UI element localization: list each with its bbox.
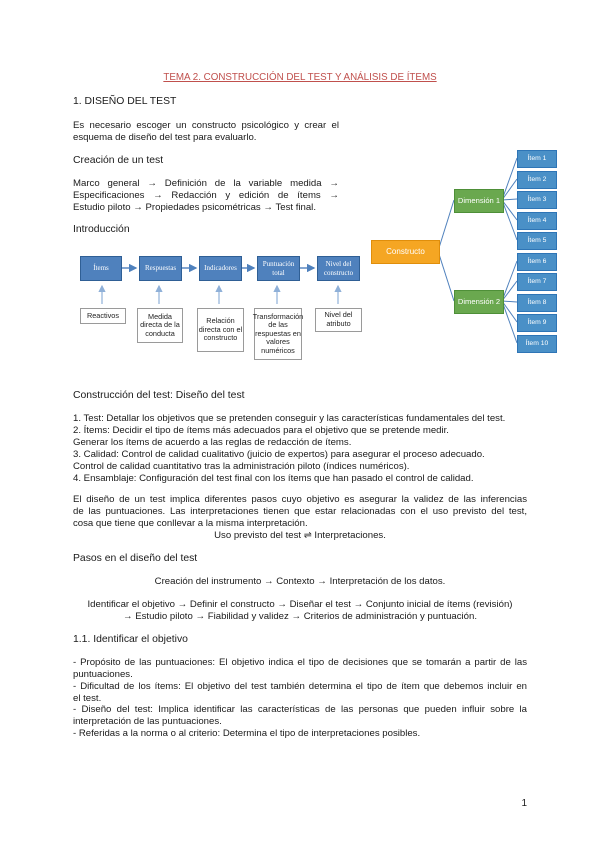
page-title: TEMA 2. CONSTRUCCIÓN DEL TEST Y ANÁLISIS DE ÍTEMS [163,72,437,83]
section-heading-diseno: 1. DISEÑO DEL TEST [73,96,177,107]
item-box-5: Ítem 5 [517,232,557,250]
construccion-line-4: 3. Calidad: Control de calidad cualitativo (juicio de expertos) para asegurar el proceso adecuado. [73,449,485,460]
flow-step-indicadores: Indicadores [199,256,242,281]
flow-step-puntuacion-total: Puntuación total [257,256,300,281]
objetivo-line-6: interpretación de las puntuaciones. [73,716,222,727]
page-number: 1 [521,798,527,809]
dimension-2-box: Dimensión 2 [454,290,504,314]
flow-note-reactivos: Reactivos [80,308,126,324]
construccion-line-6: 4. Ensamblaje: Configuración del test final con los ítems que han pasado el control de calidad. [73,473,474,484]
flow-step-nivel-constructo: Nivel del constructo [317,256,360,281]
objetivo-line-5: - Diseño del test: Implica identificar las características de las personas que pueden influir sobre la [73,704,527,715]
item-box-1: Ítem 1 [517,150,557,168]
uso-interpretaciones-formula: Uso previsto del test ⇌ Interpretaciones. [214,530,386,541]
flow-note-nivel-atributo: Nivel del atributo [315,308,362,332]
item-box-8: Ítem 8 [517,294,557,312]
construccion-paragraph-line-3: cosa que tiene que conllevar a la misma interpretación. [73,518,308,529]
objetivo-line-2: puntuaciones. [73,669,133,680]
construccion-heading: Construcción del test: Diseño del test [73,390,245,401]
intro-line-2: esquema de diseño del test para evaluarlo. [73,132,257,143]
item-box-4: Ítem 4 [517,212,557,230]
item-box-2: Ítem 2 [517,171,557,189]
intro-line-1: Es necesario escoger un constructo psicológico y crear el [73,120,339,131]
item-box-10: Ítem 10 [517,335,557,353]
flow-step-items: Ítems [80,256,122,281]
item-box-7: Ítem 7 [517,273,557,291]
objetivo-line-7: - Referidas a la norma o al criterio: Determina el tipo de interpretaciones posibles. [73,728,421,739]
flow-note-medida-directa: Medida directa de la conducta [137,308,183,343]
objetivo-line-4: el test. [73,693,102,704]
creacion-heading: Creación de un test [73,155,164,166]
construccion-line-1: 1. Test: Detallar los objetivos que se pretenden conseguir y las características fundamentales del test. [73,413,506,424]
construccion-line-2: 2. Ítems: Decidir el tipo de ítems más adecuados para el objetivo que se pretende medir. [73,425,449,436]
construccion-line-3: Generar los ítems de acuerdo a las reglas de redacción de ítems. [73,437,352,448]
dimension-1-box: Dimensión 1 [454,189,504,213]
creacion-line-1: Marco general → Definición de la variable medida → [73,178,339,189]
objetivo-heading: 1.1. Identificar el objetivo [73,634,188,645]
creacion-line-2: Especificaciones → Redacción y edición de ítems → [73,190,339,201]
introduccion-heading: Introducción [73,224,130,235]
item-box-9: Ítem 9 [517,314,557,332]
flow-step-respuestas: Respuestas [139,256,182,281]
construccion-line-5: Control de calidad cuantitativo tras la administración piloto (índices numéricos). [73,461,410,472]
objetivo-line-3: - Dificultad de los ítems: El objetivo del test también determina el tipo de ítem que debemos incluir en [73,681,527,692]
creacion-line-3: Estudio piloto → Propiedades psicométricas → Test final. [73,202,316,213]
pasos-line-3: → Estudio piloto → Fiabilidad y validez → Criterios de administración y puntuación. [122,611,478,622]
flow-note-relacion-directa: Relación directa con el constructo [197,308,244,352]
pasos-heading: Pasos en el diseño del test [73,553,198,564]
item-box-6: Ítem 6 [517,253,557,271]
objetivo-line-1: - Propósito de las puntuaciones: El objetivo indica el tipo de decisiones que se tomarán a partir de las [73,657,527,668]
pasos-line-1: Creación del instrumento → Contexto → Interpretación de los datos. [154,576,446,587]
flow-note-transformacion: Transformación de las respuestas en valores numéricos [254,308,302,360]
construccion-paragraph-line-1: El diseño de un test implica diferentes pasos cuyo objetivo es asegurar la validez de las inferencias [73,494,527,505]
construccion-paragraph-line-2: de las puntuaciones. Las interpretaciones tienen que estar relacionadas con el uso previsto del test, [73,506,527,517]
construct-box: Constructo [371,240,440,264]
pasos-line-2: Identificar el objetivo → Definir el constructo → Diseñar el test → Conjunto inicial de ítems (revisión) [87,599,513,610]
item-box-3: Ítem 3 [517,191,557,209]
